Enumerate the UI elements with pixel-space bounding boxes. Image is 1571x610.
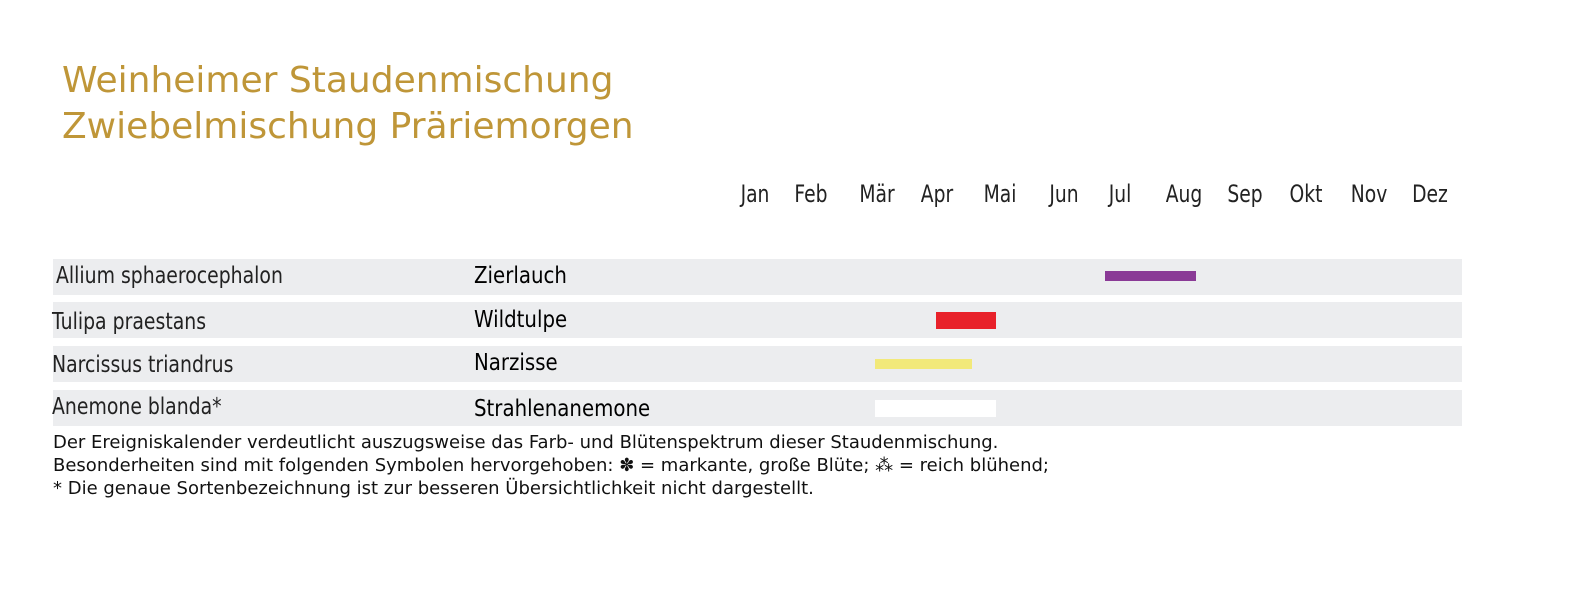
month-label-feb: Feb bbox=[794, 180, 828, 208]
title-line-1: Weinheimer Staudenmischung bbox=[62, 60, 614, 101]
footer-line-3: * Die genaue Sortenbezeichnung ist zur besseren Übersichtlichkeit nicht dargestellt. bbox=[53, 478, 814, 499]
month-label-jul: Jul bbox=[1108, 180, 1132, 208]
bloom-bar bbox=[1105, 271, 1196, 281]
bloom-bar bbox=[936, 312, 997, 329]
title-line-2: Zwiebelmischung Präriemorgen bbox=[62, 106, 634, 147]
row-common-name: Narzisse bbox=[474, 350, 558, 376]
row-common-name: Wildtulpe bbox=[474, 307, 568, 333]
month-label-mär: Mär bbox=[859, 180, 895, 208]
bloom-bar bbox=[875, 400, 996, 417]
footer-line-2: Besonderheiten sind mit folgenden Symbolen hervorgehoben: ✽ = markante, große Blüte; ⁂ = reich blühend; bbox=[53, 455, 1049, 476]
row-latin-name: Allium sphaerocephalon bbox=[56, 263, 283, 289]
row-latin-name: Narcissus triandrus bbox=[52, 352, 234, 378]
calendar-row bbox=[53, 346, 1462, 382]
row-latin-name: Tulipa praestans bbox=[52, 309, 207, 335]
month-label-nov: Nov bbox=[1350, 180, 1388, 208]
month-label-mai: Mai bbox=[983, 180, 1017, 208]
month-label-okt: Okt bbox=[1289, 180, 1323, 208]
month-label-dez: Dez bbox=[1412, 180, 1448, 208]
month-label-sep: Sep bbox=[1227, 180, 1263, 208]
month-label-apr: Apr bbox=[920, 180, 954, 208]
month-label-aug: Aug bbox=[1165, 180, 1203, 208]
calendar-row bbox=[53, 390, 1462, 426]
row-latin-name: Anemone blanda* bbox=[52, 394, 222, 420]
footer-line-1: Der Ereigniskalender verdeutlicht auszugsweise das Farb- und Blütenspektrum dieser Staudenmischung. bbox=[53, 432, 999, 453]
month-label-jun: Jun bbox=[1049, 180, 1079, 208]
month-label-jan: Jan bbox=[740, 180, 770, 208]
row-common-name: Zierlauch bbox=[474, 263, 567, 289]
bloom-bar bbox=[875, 359, 972, 369]
row-common-name: Strahlenanemone bbox=[474, 396, 651, 422]
calendar-row bbox=[53, 302, 1462, 338]
footer-notes bbox=[53, 431, 1049, 500]
chart-title bbox=[62, 58, 634, 150]
